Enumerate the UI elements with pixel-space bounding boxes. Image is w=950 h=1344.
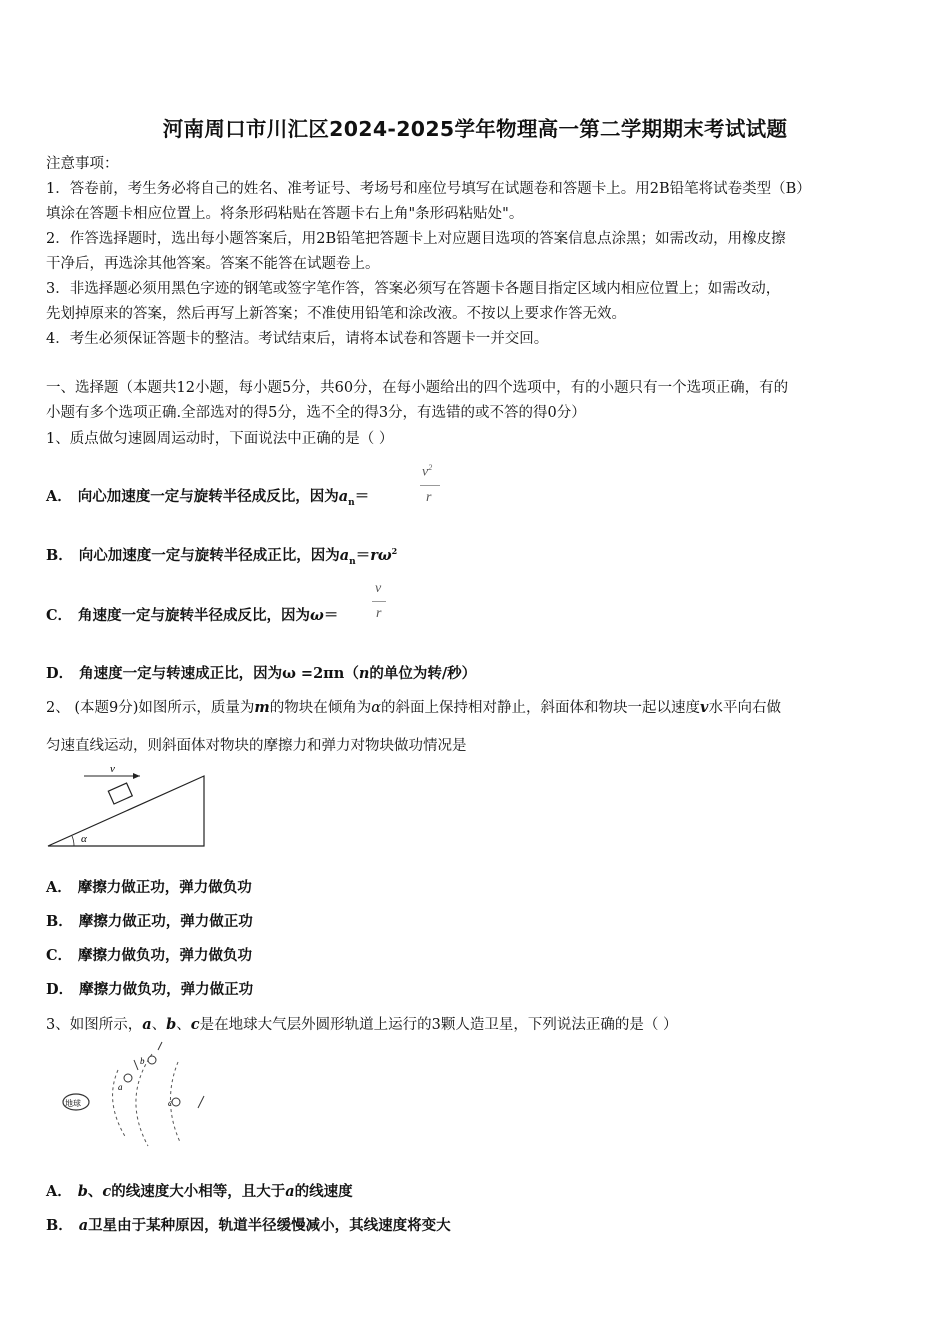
stem-var: v [700, 699, 709, 716]
angle-arc [72, 836, 74, 846]
frac-bar [420, 485, 440, 486]
notice-line: 3．非选择题必须用黑色字迹的钢笔或签字笔作答，答案必须写在答题卡各题目指定区域内相应位置上；如需改动， [46, 281, 781, 297]
option-label: D． [46, 981, 74, 998]
arrow-a [134, 1060, 138, 1070]
formula-var: a [339, 547, 350, 564]
formula-tail: 的单位为转/秒） [369, 665, 477, 682]
q1-option-d [46, 662, 476, 683]
angle-label: α [81, 833, 87, 845]
stem-var: α [371, 700, 382, 716]
notice-line: 填涂在答题卡相应位置上。将条形码粘贴在答题卡右上角"条形码粘贴处"。 [46, 206, 524, 222]
q1-stem: 1、质点做匀速圆周运动时，下面说法中正确的是（ ） [46, 431, 394, 447]
q3-option-a [46, 1180, 353, 1201]
formula-eq: ＝ [354, 488, 370, 505]
formula-sup: 2 [391, 546, 398, 557]
option-var: a [285, 1183, 295, 1200]
formula-var: n [358, 665, 370, 682]
stem-text: 是在地球大气层外圆形轨道上运行的3颗人造卫星，下列说法正确的是（ ） [199, 1017, 678, 1033]
q2-option-d [46, 978, 253, 999]
stem-text: 、 [151, 1017, 167, 1033]
arrow-head [133, 773, 140, 779]
satellite-a [124, 1074, 132, 1082]
frac-numerator: v [375, 581, 382, 596]
q3-option-b [46, 1214, 451, 1235]
q2-option-a [46, 876, 252, 897]
formula-var: a [338, 488, 349, 505]
q2-option-c [46, 944, 252, 965]
section-heading: 小题有多个选项正确.全部选对的得5分，选不全的得3分，有选错的或不答的得0分） [46, 405, 586, 421]
formula-var: ω [310, 607, 324, 624]
frac-bar [372, 601, 386, 602]
stem-text: 3、如图所示， [46, 1017, 143, 1033]
frac-denominator: r [376, 606, 382, 621]
arrow-c [198, 1096, 204, 1108]
formula-eq: ＝ [323, 607, 339, 624]
frac-numerator: $v^2$ [422, 463, 433, 480]
orbit-a [113, 1070, 126, 1138]
option-var: a [78, 1217, 89, 1234]
notice-line: 干净后，再选涂其他答案。答案不能答在试题卷上。 [46, 256, 380, 272]
option-text: 摩擦力做正功，弹力做正功 [78, 913, 253, 930]
label-b: b [140, 1056, 145, 1066]
option-text: 摩擦力做负功，弹力做负功 [78, 947, 253, 964]
option-label: B． [46, 1217, 73, 1234]
block [108, 783, 132, 804]
section-heading: 一、选择题（本题共12小题，每小题5分，共60分，在每小题给出的四个选项中，有的小题只有一个选项正确，有的 [46, 380, 789, 396]
arrow-b [158, 1042, 162, 1050]
formula-eq: ＝ [355, 547, 371, 564]
notice-line: 4．考生必须保证答题卡的整洁。考试结束后，请将本试卷和答题卡一并交回。 [46, 331, 549, 347]
q3-stem [46, 1013, 677, 1034]
notice-heading: 注意事项： [46, 156, 119, 172]
stem-var: b [166, 1016, 177, 1033]
q1-option-c [46, 604, 338, 625]
orbit-b [136, 1054, 152, 1146]
option-text: 的线速度 [294, 1183, 353, 1200]
option-text: 向心加速度一定与旋转半径成正比，因为 [78, 547, 340, 564]
notice-line: 1．答卷前，考生务必将自己的姓名、准考证号、考场号和座位号填写在试题卷和答题卡上。用2B铅笔将试卷类型（B） [46, 181, 811, 197]
notice-line: 2．作答选择题时，选出每小题答案后，用2B铅笔把答题卡上对应题目选项的答案信息点涂黑；如需改动，用橡皮擦 [46, 231, 786, 247]
satellite-c [172, 1098, 180, 1106]
option-text: 摩擦力做正功，弹力做负功 [77, 879, 252, 896]
frac-denominator: r [426, 490, 432, 505]
velocity-label: v [110, 763, 115, 775]
option-label: A． [46, 488, 72, 505]
option-label: B． [46, 913, 73, 930]
option-label: D． [46, 665, 74, 682]
stem-text: 2、 (本题9分)如图所示，质量为 [46, 700, 255, 716]
q2-option-b [46, 910, 253, 931]
option-text: 卫星由于某种原因，轨道半径缓慢减小，其线速度将变大 [88, 1217, 451, 1234]
option-label: B． [46, 547, 73, 564]
notice-line: 先划掉原来的答案，然后再写上新答案；不准使用铅笔和涂改液。不按以上要求作答无效。 [46, 306, 626, 322]
option-var: c [102, 1183, 112, 1200]
formula-rest: rω [370, 547, 392, 564]
stem-text: 、 [176, 1017, 191, 1033]
q1-option-b [46, 544, 397, 567]
label-c: c [168, 1098, 172, 1108]
option-text: 摩擦力做负功，弹力做正功 [79, 981, 254, 998]
option-label: C． [46, 947, 73, 964]
option-label: C． [46, 607, 73, 624]
incline-figure [44, 760, 214, 852]
option-label: A． [46, 879, 72, 896]
q1-option-a [46, 485, 369, 508]
option-text: 、 [87, 1183, 103, 1200]
satellite-b [148, 1056, 156, 1064]
stem-var: m [254, 699, 270, 716]
earth-label: 地球 [65, 1099, 81, 1108]
formula-sub: n [349, 556, 356, 567]
option-text: 角速度一定与旋转半径成反比，因为 [78, 607, 311, 624]
stem-var: a [142, 1016, 152, 1033]
q2-stem [46, 696, 781, 717]
stem-text: 的物块在倾角为 [269, 700, 372, 716]
option-var: b [77, 1183, 88, 1200]
option-text: 角速度一定与转速成正比，因为 [79, 665, 283, 682]
page-title: 河南周口市川汇区2024-2025学年物理高一第二学期期末考试试题 [162, 117, 788, 141]
stem-var: c [190, 1016, 200, 1033]
formula-sub: n [348, 497, 355, 508]
stem-text: 水平向右做 [708, 700, 781, 716]
q2-stem-line2: 匀速直线运动，则斜面体对物块的摩擦力和弹力对物块做功情况是 [46, 738, 467, 754]
satellite-figure [50, 1040, 220, 1152]
stem-text: 的斜面上保持相对静止，斜面体和物块一起以速度 [381, 700, 701, 716]
formula: ω =2πn（ [282, 665, 359, 682]
option-label: A． [46, 1183, 72, 1200]
option-text: 向心加速度一定与旋转半径成反比，因为 [77, 488, 339, 505]
label-a: a [118, 1082, 123, 1092]
option-text: 的线速度大小相等，且大于 [111, 1183, 286, 1200]
